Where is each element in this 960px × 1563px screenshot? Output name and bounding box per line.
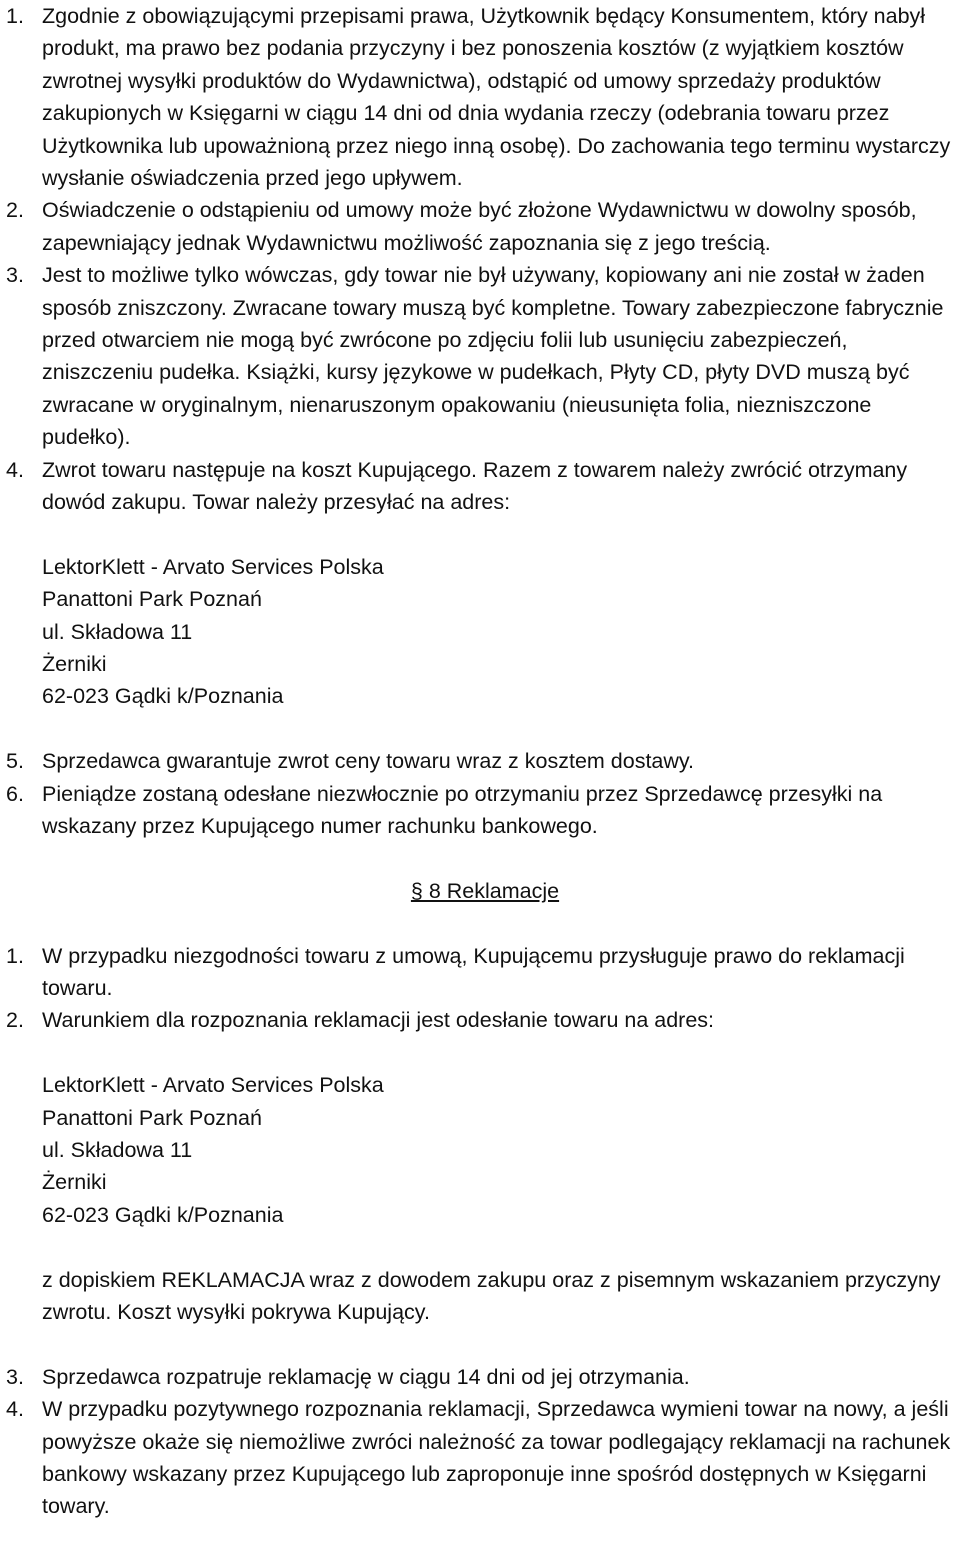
item-number: 3.: [6, 263, 24, 288]
item-text: Zgodnie z obowiązującymi przepisami prawa, Użytkownik będący Konsumentem, który nabył produkt, ma prawo bez podania przyczyny i bez ponoszenia kosztów (z wyjątkiem kosztów zwrotnej wysyłki produktów do Wydawnictwa), odstąpić od umowy sprzedaży produktów zakupionych w Księgarni w ciągu 14 dni od dnia wydania rzeczy (odebrania towaru przez Użytkownika lub upoważnioną przez niego inną osobę). Do zachowania tego terminu wystarczy wysłanie oświadczenia przed jego upływem.: [42, 4, 951, 191]
item-text: Oświadczenie o odstąpieniu od umowy może być złożone Wydawnictwu w dowolny sposób, zapewniający jednak Wydawnictwu możliwość zapoznania się z jego treścią.: [42, 198, 917, 255]
item-number: 1.: [6, 4, 24, 28]
list-item: [0, 940, 960, 1005]
item-text: Pieniądze zostaną odesłane niezwłocznie po otrzymaniu przez Sprzedawcę przesyłki na wskazany przez Kupującego numer rachunku bankowego.: [42, 781, 883, 839]
item-number: 2.: [6, 198, 24, 223]
return-address: [0, 551, 960, 713]
item-text: W przypadku niezgodności towaru z umową, Kupującemu przysługuje prawo do reklamacji towaru.: [42, 943, 905, 1001]
complaint-note: z dopiskiem REKLAMACJA wraz z dowodem zakupu oraz z pisemnym wskazaniem przyczyny zwrotu. Koszt wysyłki pokrywa Kupujący.: [42, 1267, 941, 1324]
address-line-park: Panattoni Park Poznań: [42, 587, 262, 612]
section-heading: § 8 Reklamacje: [410, 878, 560, 903]
list-item: [0, 259, 960, 453]
list-item: [0, 778, 960, 843]
item-text: Jest to możliwe tylko wówczas, gdy towar nie był używany, kopiowany ani nie został w żaden sposób zniszczony. Zwracane towary muszą być kompletne. Towary zabezpieczone fabrycznie przed otwarciem nie mogą być zwrócone po zdjęciu folii lub usunięciu zabezpieczeń, zniszczeniu pudełka. Książki, kursy językowe w pudełkach, Płyty CD, płyty DVD muszą być zwracane w oryginalnym, nienaruszonym opakowaniu (nieusunięta folia, niezniszczone pudełko).: [42, 263, 944, 450]
address-line-postal: 62-023 Gądki k/Poznania: [42, 1202, 284, 1227]
item-number: 4.: [6, 1397, 24, 1422]
item-number: 6.: [6, 781, 24, 806]
address-line-street: ul. Składowa 11: [42, 619, 193, 644]
address-line-town: Żerniki: [42, 1170, 107, 1195]
address-line-company: LektorKlett - Arvato Services Polska: [42, 1073, 384, 1098]
item-number: 3.: [6, 1364, 24, 1389]
address-line-postal: 62-023 Gądki k/Poznania: [42, 684, 284, 709]
address-line-town: Żerniki: [42, 652, 107, 677]
section7-list: [0, 0, 960, 519]
item-text: Sprzedawca rozpatruje reklamację w ciągu 14 dni od jej otrzymania.: [42, 1364, 690, 1389]
item-text: Zwrot towaru następuje na koszt Kupującego. Razem z towarem należy zwrócić otrzymany dowód zakupu. Towar należy przesyłać na adres:: [42, 457, 908, 515]
spacer: [0, 1328, 960, 1360]
spacer: [0, 519, 960, 551]
item-text: Warunkiem dla rozpoznania reklamacji jest odesłanie towaru na adres:: [42, 1008, 715, 1033]
item-number: 5.: [6, 749, 24, 774]
item-number: 4.: [6, 457, 24, 482]
item-text: W przypadku pozytywnego rozpoznania reklamacji, Sprzedawca wymieni towar na nowy, a jeśli powyższe okaże się niemożliwe zwróci należność za towar podlegający reklamacji na rachunek bankowy wskazany przez Kupującego lub zaproponuje inne spośród dostępnych w Księgarni towary.: [42, 1397, 951, 1519]
list-item: [0, 1361, 960, 1393]
spacer: [0, 842, 960, 874]
list-item: [0, 0, 960, 194]
spacer: [0, 907, 960, 939]
list-item: [0, 454, 960, 519]
address-line-street: ul. Składowa 11: [42, 1138, 193, 1163]
list-item: [0, 745, 960, 777]
item-number: 1.: [6, 943, 24, 968]
item-number: 2.: [6, 1008, 24, 1033]
list-item: [0, 1393, 960, 1523]
spacer: [0, 1037, 960, 1069]
spacer: [0, 1231, 960, 1263]
section8-list: [0, 940, 960, 1037]
list-item: [0, 1004, 960, 1036]
complaint-address: [0, 1069, 960, 1231]
address-line-company: LektorKlett - Arvato Services Polska: [42, 554, 384, 579]
spacer: [0, 713, 960, 745]
list-item: [0, 194, 960, 259]
item-text: Sprzedawca gwarantuje zwrot ceny towaru wraz z kosztem dostawy.: [42, 749, 695, 774]
address-line-park: Panattoni Park Poznań: [42, 1105, 262, 1130]
section7-list-continued: [0, 745, 960, 842]
section8-list-continued: [0, 1361, 960, 1523]
